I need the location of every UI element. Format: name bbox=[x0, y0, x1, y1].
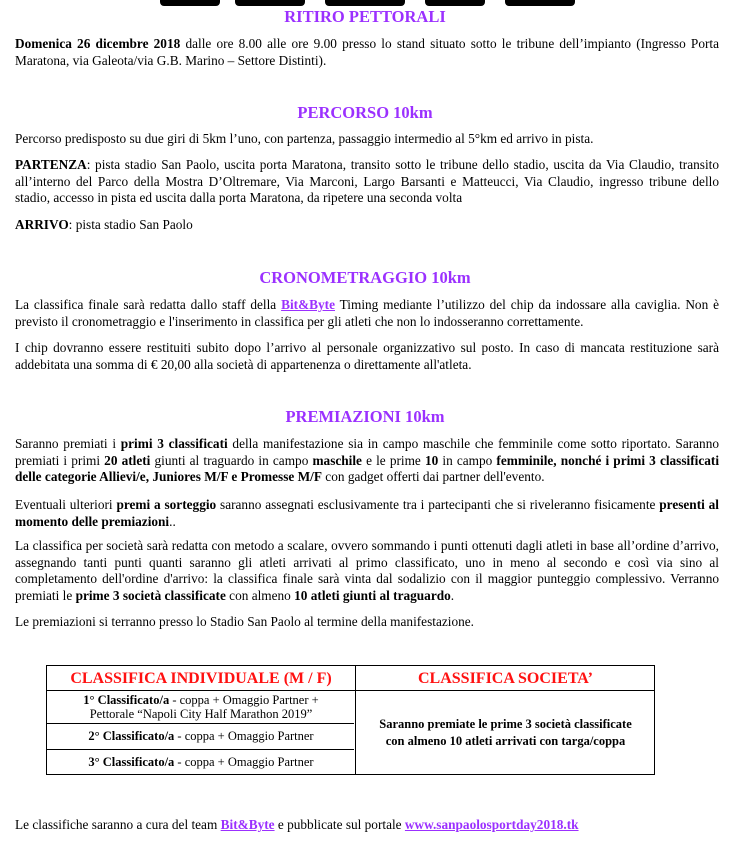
section-title-ritiro: RITIRO PETTORALI bbox=[284, 7, 446, 26]
prem-bold: 10 bbox=[424, 452, 439, 468]
ritiro-paragraph bbox=[15, 36, 719, 69]
society-prize-line-1: Saranno premiate le prime 3 società classificate bbox=[379, 717, 632, 731]
society-prize-line-2: con almeno 10 atleti arrivati con targa/coppa bbox=[385, 734, 626, 748]
awards-table bbox=[46, 665, 655, 775]
table-divider bbox=[355, 690, 654, 691]
portal-url-link[interactable]: www.sanpaolosportday2018.tk bbox=[404, 817, 579, 832]
footer-text: e pubblicate sul portale bbox=[274, 817, 405, 832]
ritiro-text: dalle ore 8.00 alle ore 9.00 presso lo stand situato sotto le tribune dell’impianto (Ingresso Porta Maratona, via Galeota/via G.B. Marino – Settore Distinti). bbox=[15, 36, 719, 68]
table-divider bbox=[355, 666, 356, 774]
percorso-intro: Percorso predisposto su due giri di 5km l’uno, con partenza, passaggio intermedio al 5°km ed arrivo in pista. bbox=[15, 131, 594, 146]
prem-text: . bbox=[450, 587, 455, 603]
prem-bold: maschile bbox=[312, 452, 362, 468]
society-prize-text bbox=[357, 716, 654, 750]
third-place-row bbox=[47, 755, 355, 769]
partenza-label: PARTENZA bbox=[15, 157, 87, 172]
prem-text: della manifestazione sia in campo maschile che femminile come sotto riportato. Saranno premiati i primi bbox=[15, 436, 719, 468]
prem-text: con gadget offerti dai partner dell'evento. bbox=[321, 469, 545, 484]
third-place-prize: - coppa + Omaggio Partner bbox=[174, 755, 314, 769]
second-place-label: 2° Classificato/a bbox=[88, 729, 175, 743]
prem-bold: primi 3 classificati bbox=[120, 436, 228, 451]
cronometraggio-paragraph-1 bbox=[15, 297, 719, 330]
cronometraggio-paragraph-2: I chip dovranno essere restituiti subito dopo l’arrivo al personale organizzativo sul posto. In caso di mancata restituzione sarà addebitata una somma di € 20,00 alla società di appartenenza o direttamente all'atleta. bbox=[15, 340, 719, 372]
prem-text: Saranno premiati i bbox=[15, 436, 121, 451]
partenza-text: : pista stadio San Paolo, uscita porta Maratona, transito sotto le tribune dello stadio, uscita da Via Claudio, transito all’interno del Parco della Mostra D’Oltremare, Via Marconi, Largo Barsanti e Matteucci, Via Claudio, ingresso tribune dello stadio, accesso in pista ed uscita dalla porta Maratona, da ripetere una seconda volta bbox=[15, 157, 719, 205]
prem-text: La classifica per società sarà redatta con metodo a scalare, ovvero sommando i punti ottenuti dagli atleti in base all’ordine d’arrivo, assegnando tanti punti quanti saranno gli atleti arrivati al primo classificato, uno in meno al secondo e così via sino al completamento dell'ordine d'arrivo: la classifica finale sarà vinta dal sodalizio con il maggior punteggio complessivo. Verranno premiati le bbox=[15, 538, 719, 603]
bit-byte-footer-link[interactable]: Bit&Byte bbox=[220, 817, 275, 832]
society-header: CLASSIFICA SOCIETA’ bbox=[417, 670, 593, 687]
prem-bold: presenti al momento delle premiazioni bbox=[15, 497, 719, 529]
section-title-cronometraggio: CRONOMETRAGGIO 10km bbox=[259, 268, 471, 287]
crono-text-a: La classifica finale sarà redatta dallo staff della bbox=[15, 297, 282, 312]
footer-text: Le classifiche saranno a cura del team bbox=[15, 817, 221, 832]
prem-bold: premi a sorteggio bbox=[116, 497, 217, 512]
arrivo-paragraph bbox=[15, 217, 719, 234]
prem-text: giunti al traguardo in campo bbox=[150, 452, 313, 468]
partenza-paragraph bbox=[15, 157, 719, 207]
third-place-label: 3° Classificato/a bbox=[88, 755, 175, 769]
first-place-row bbox=[47, 693, 355, 721]
individual-header: CLASSIFICA INDIVIDUALE (M / F) bbox=[70, 670, 332, 687]
prem-text: con almeno bbox=[225, 587, 295, 603]
ritiro-date: Domenica 26 dicembre 2018 bbox=[15, 36, 181, 51]
first-place-prize: - coppa + Omaggio Partner + bbox=[169, 693, 319, 707]
prem-text: in campo bbox=[438, 452, 497, 468]
section-title-percorso: PERCORSO 10km bbox=[297, 103, 433, 122]
prem-text: e le prime bbox=[361, 452, 425, 468]
prem-text: Eventuali ulteriori bbox=[15, 497, 117, 512]
prem-bold: femminile, nonché i primi 3 classificati delle categorie Allievi/e, Juniores M/F e Promesse M/F bbox=[15, 452, 720, 484]
prem-bold: prime 3 società classificate bbox=[75, 587, 226, 603]
second-place-prize: - coppa + Omaggio Partner bbox=[174, 729, 314, 743]
premiazioni-paragraph-3 bbox=[15, 538, 719, 604]
section-title-premiazioni: PREMIAZIONI 10km bbox=[285, 407, 445, 426]
premiazioni-paragraph-1 bbox=[15, 436, 719, 486]
prem-bold: 10 atleti giunti al traguardo bbox=[294, 587, 451, 603]
bit-byte-link[interactable]: Bit&Byte bbox=[281, 297, 335, 312]
table-divider bbox=[47, 749, 354, 750]
premiazioni-paragraph-2 bbox=[15, 497, 719, 530]
arrivo-text: : pista stadio San Paolo bbox=[68, 217, 193, 232]
first-place-prize-2: Pettorale “Napoli City Half Marathon 2019” bbox=[89, 707, 313, 721]
footer-paragraph bbox=[15, 817, 719, 834]
arrivo-label: ARRIVO bbox=[15, 217, 69, 232]
table-divider bbox=[47, 723, 354, 724]
second-place-row bbox=[47, 729, 355, 743]
premiazioni-luogo: Le premiazioni si terranno presso lo Stadio San Paolo al termine della manifestazione. bbox=[15, 614, 474, 629]
title-banner-remnant bbox=[160, 0, 580, 6]
prem-bold: 20 atleti bbox=[104, 452, 151, 468]
crono-text-b: Timing mediante l’utilizzo del chip da indossare alla caviglia. Non è previsto il cronometraggio e l'inserimento in classifica per gli atleti che non lo indosseranno correttamente. bbox=[15, 297, 719, 329]
first-place-label: 1° Classificato/a bbox=[83, 693, 170, 707]
prem-text: saranno assegnati esclusivamente tra i partecipanti che si riveleranno fisicamente bbox=[216, 497, 660, 512]
prem-text: .. bbox=[169, 513, 176, 529]
